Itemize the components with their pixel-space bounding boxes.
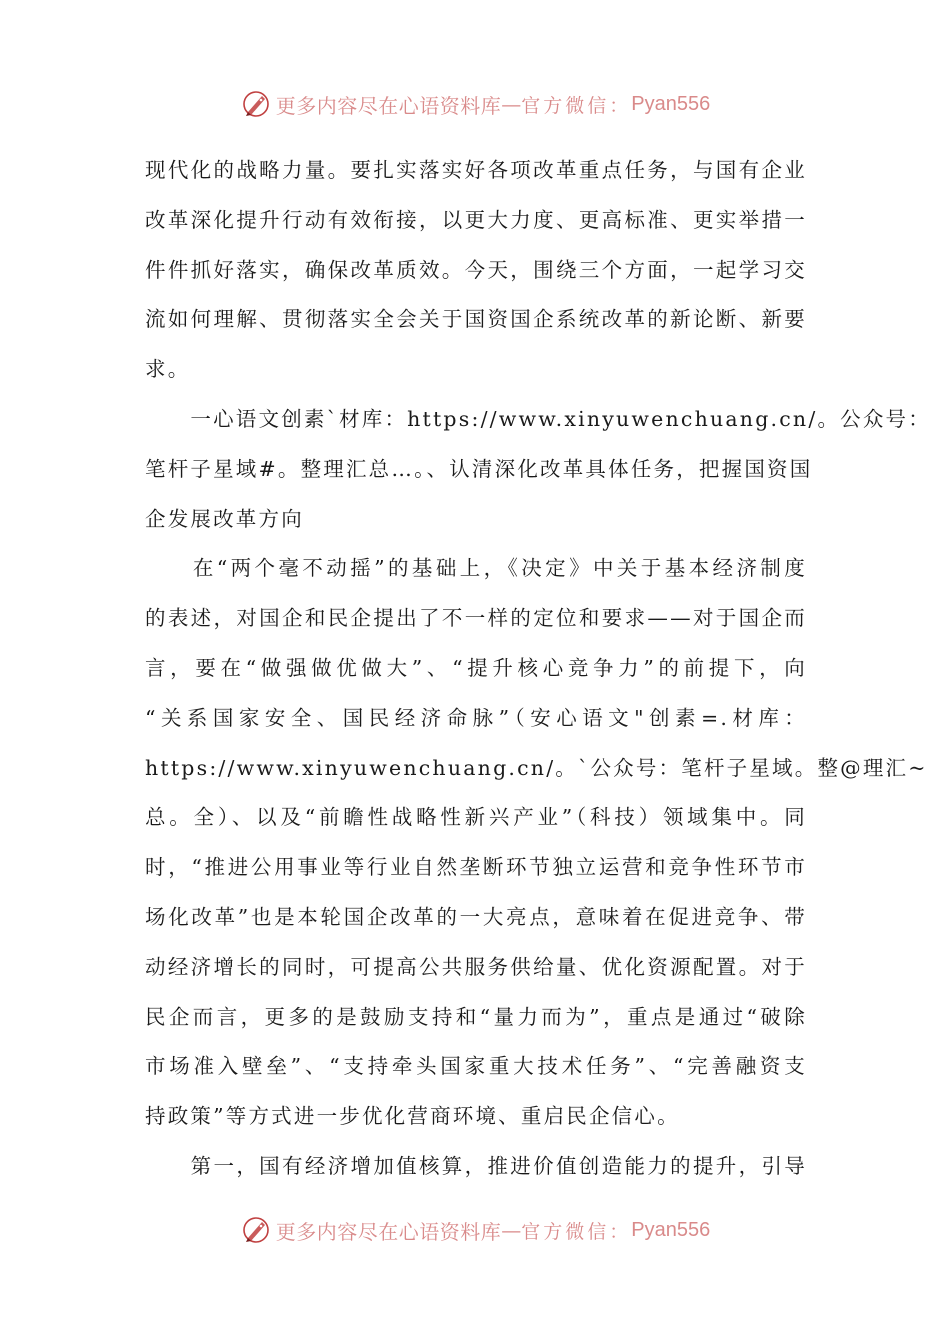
text-line: 动经济增长的同时，可提高公共服务供给量、优化资源配置。对于 — [145, 954, 807, 979]
text-line: 言，要在“做强做优做大”、“提升核心竞争力”的前提下，向 — [145, 655, 807, 680]
text-line: 在“两个毫不动摇”的基础上，《决定》中关于基本经济制度 — [145, 556, 807, 581]
banner-wechat-label: 官方微信： — [521, 1220, 632, 1243]
text-line: 的表述，对国企和民企提出了不一样的定位和要求——对于国企而 — [145, 606, 807, 631]
text-line: 第一，国有经济增加值核算，推进价值创造能力的提升，引导 — [145, 1153, 807, 1178]
text-line: 时，“推进公用事业等行业自然垄断环节独立运营和竞争性环节市 — [145, 855, 807, 880]
text-line: “关系国家安全、国民经济命脉”（安心语文"创素=.材库： — [145, 705, 807, 730]
text-line: 场化改革”也是本轮国企改革的一大亮点，意味着在促进竞争、带 — [145, 904, 807, 929]
banner-main-text: 更多内容尽在心语资料库 — [275, 1219, 502, 1244]
banner-wechat-id: Pyan556 — [631, 1218, 711, 1241]
pen-nib-circle-icon — [240, 88, 272, 120]
text-line: 市场准入壁垒”、“支持牵头国家重大技术任务”、“完善融资支 — [145, 1054, 807, 1079]
document-body — [145, 146, 931, 1192]
text-line: 企发展改革方向 — [145, 506, 304, 531]
text-line: 持政策”等方式进一步优化营商环境、重启民企信心。 — [145, 1104, 680, 1129]
text-line: 一心语文创素`材库：https://www.xinyuwenchuang.cn/。公众号： — [145, 406, 931, 431]
text-line: 求。 — [145, 357, 191, 382]
header-watermark-banner — [0, 84, 950, 124]
pen-nib-circle-icon — [240, 1214, 272, 1246]
text-line: 现代化的战略力量。要扎实落实好各项改革重点任务，与国有企业 — [145, 158, 807, 182]
banner-main-text: 更多内容尽在心语资料库 — [275, 93, 502, 118]
text-line: 总。全）、以及“前瞻性战略性新兴产业”（科技）领域集中。同 — [145, 805, 807, 830]
text-line: 件件抓好落实，确保改革质效。今天，围绕三个方面，一起学习交 — [145, 257, 807, 282]
banner-wechat-label: 官方微信： — [521, 94, 632, 117]
text-line: 流如何理解、贯彻落实全会关于国资国企系统改革的新论断、新要 — [145, 307, 807, 332]
banner-wechat-id: Pyan556 — [631, 92, 711, 115]
banner-separator: — — [501, 1218, 522, 1242]
footer-watermark-banner — [0, 1210, 950, 1250]
text-line: 民企而言，更多的是鼓励支持和“量力而为”，重点是通过“破除 — [145, 1004, 807, 1029]
text-line: https://www.xinyuwenchuang.cn/。`公众号：笔杆子星域。整@理汇~ — [145, 755, 928, 780]
banner-separator: — — [501, 92, 522, 116]
text-line: 笔杆子星域#。整理汇总…。、认清深化改革具体任务，把握国资国 — [145, 456, 813, 481]
text-line: 改革深化提升行动有效衔接，以更大力度、更高标准、更实举措一 — [145, 207, 807, 232]
